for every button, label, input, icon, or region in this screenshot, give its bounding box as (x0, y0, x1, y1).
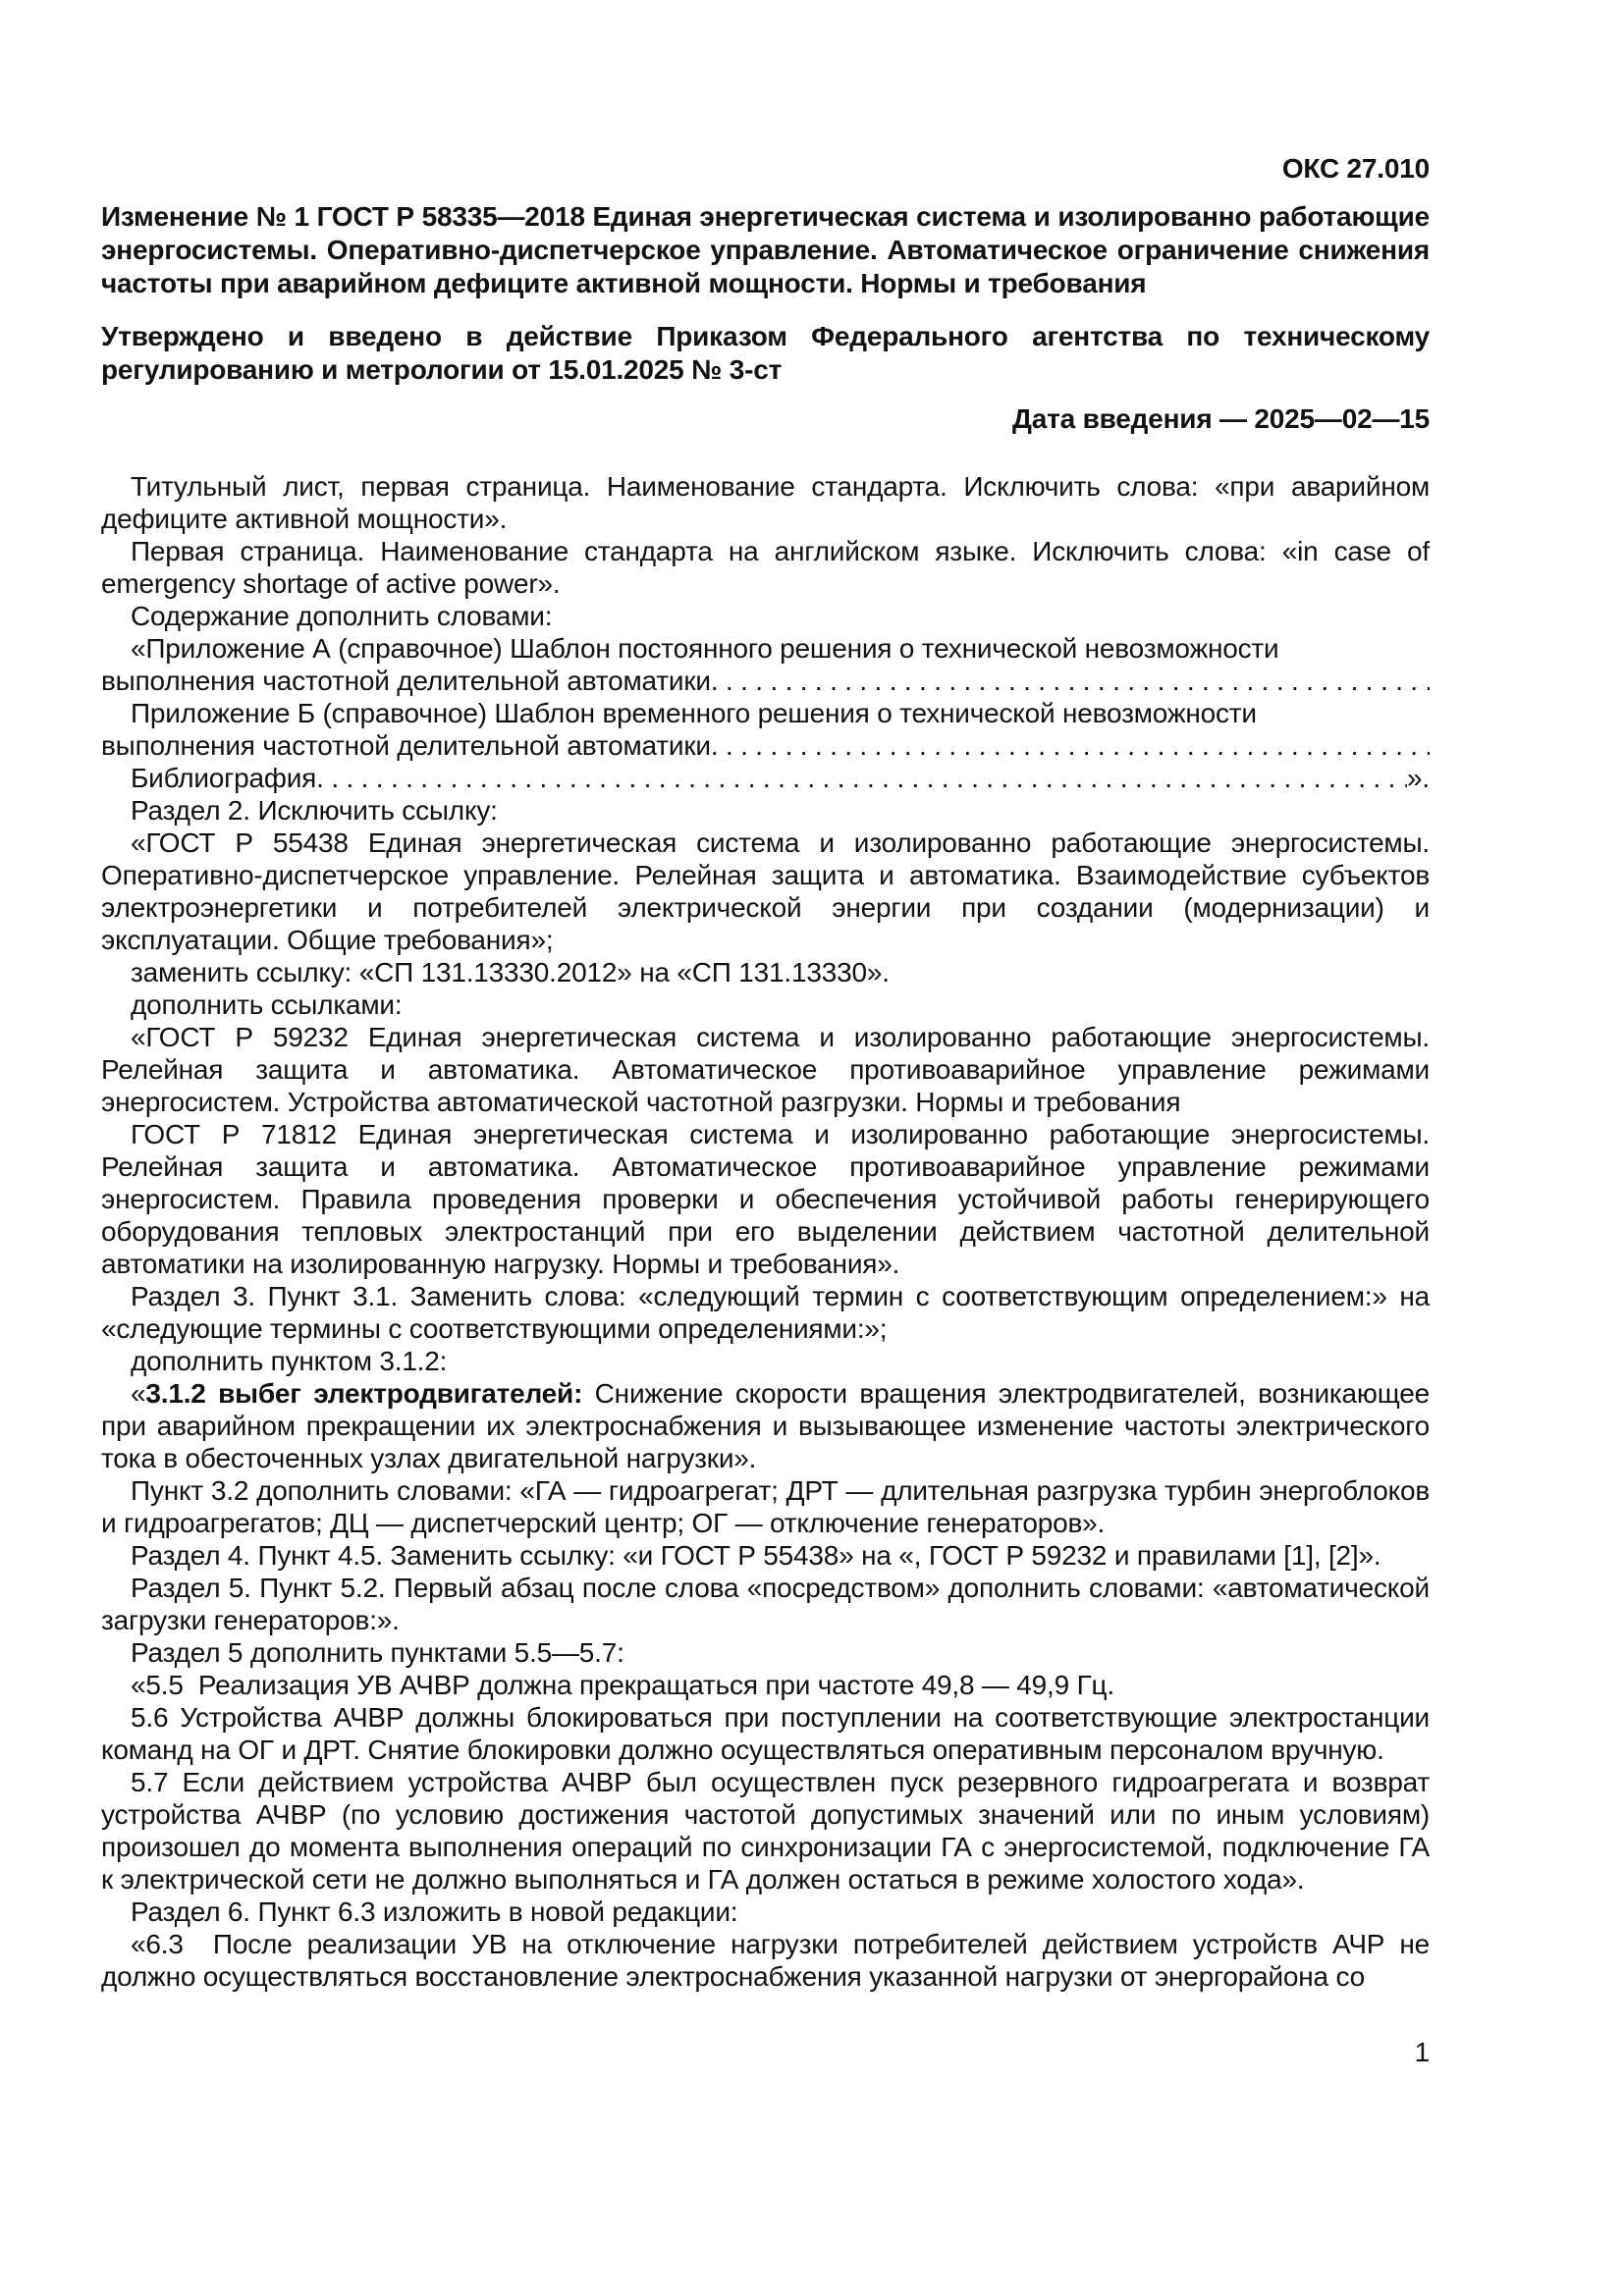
dot-leader (711, 729, 1430, 762)
paragraph: дополнить пунктом 3.1.2: (131, 1346, 448, 1376)
amendment-title: Изменение № 1 ГОСТ Р 58335—2018 Единая энергетическая система и изолированно работающие энергосистемы. Оперативно-диспетчерское управление. Автоматическое ограничение снижения частоты при аварийном дефиците активной мощности. Нормы и требования (101, 201, 1430, 298)
paragraph: Содержание дополнить словами: (131, 601, 553, 631)
paragraph (101, 762, 1430, 794)
paragraph: «5.5 Реализация УВ АЧВР должна прекращаться при частоте 49,8 — 49,9 Гц. (131, 1670, 1114, 1700)
paragraph: «6.3 После реализации УВ на отключение нагрузки потребителей действием устройств АЧР не должно осуществляться восстановление электроснабжения указанной нагрузки от энергорайона со (101, 1929, 1430, 1992)
paragraph: «ГОСТ Р 55438 Единая энергетическая система и изолированно работающие энергосистемы. Оперативно-диспетчерское управление. Релейная защита и автоматика. Взаимодействие субъектов электроэнергетики и потребителей электрической энергии при создании (модернизации) и эксплуатации. Общие требования»; (101, 828, 1430, 955)
paragraph (101, 665, 1430, 697)
paragraph: Раздел 6. Пункт 6.3 изложить в новой редакции: (131, 1896, 738, 1927)
oks-code: ОКС 27.010 (1281, 153, 1430, 184)
paragraph: Пункт 3.2 дополнить словами: «ГА — гидроагрегат; ДРТ — длительная разгрузка турбин энергоблоков и гидроагрегатов; ДЦ — диспетчерский центр; ОГ — отключение генераторов». (101, 1475, 1430, 1538)
paragraph: дополнить ссылками: (131, 989, 403, 1020)
paragraph: Титульный лист, первая страница. Наименование стандарта. Исключить слова: «при аварийном дефиците активной мощности». (101, 471, 1430, 534)
dot-leader (316, 762, 1407, 794)
paragraph: Раздел 5. Пункт 5.2. Первый абзац после слова «посредством» дополнить словами: «автоматической загрузки генераторов:». (101, 1573, 1430, 1635)
dot-leader (711, 665, 1430, 697)
paragraph: заменить ссылку: «СП 131.13330.2012» на «СП 131.13330». (131, 957, 890, 988)
effective-date: Дата введения — 2025—02—15 (1012, 403, 1430, 434)
document-footer (101, 2036, 1430, 2068)
paragraph: Первая страница. Наименование стандарта на английском языке. Исключить слова: «in case of emergency shortage of active power». (101, 536, 1430, 599)
document-header (101, 152, 1430, 435)
leader-tail: ». (1407, 763, 1430, 793)
paragraph-text: Библиография (131, 763, 317, 793)
paragraph: Раздел 2. Исключить ссылку: (131, 795, 498, 826)
paragraph: ГОСТ Р 71812 Единая энергетическая система и изолированно работающие энергосистемы. Релейная защита и автоматика. Автоматическое противоаварийное управление режимами энергосистем. Правила проведения проверки и обеспечения устойчивой работы генерирующего оборудования тепловых электростанций при его выделении действием частотной делительной автоматики на изолированную нагрузку. Нормы и требования». (101, 1119, 1430, 1279)
paragraph-text: выполнения частотной делительной автоматики (101, 730, 711, 761)
paragraph: «ГОСТ Р 59232 Единая энергетическая система и изолированно работающие энергосистемы. Релейная защита и автоматика. Автоматическое противоаварийное управление режимами энергосистем. Устройства автоматической частотной разгрузки. Нормы и требования (101, 1022, 1430, 1117)
paragraph-text: выполнения частотной делительной автоматики (101, 666, 711, 696)
paragraph: Раздел 5 дополнить пунктами 5.5—5.7: (131, 1637, 624, 1668)
paragraph: Раздел 4. Пункт 4.5. Заменить ссылку: «и ГОСТ Р 55438» на «, ГОСТ Р 59232 и правилами [1], [2]». (131, 1540, 1381, 1571)
paragraph: «3.1.2 выбег электродвигателей: Снижение скорости вращения электродвигателей, возникающее при аварийном прекращении их электроснабжения и вызывающее изменение частоты электрического тока в обесточенных узлах двигательной нагрузки». (101, 1378, 1430, 1473)
paragraph: Раздел 3. Пункт 3.1. Заменить слова: «следующий термин с соответствующим определением:» на «следующие термины с соответствующими определениями:»; (101, 1281, 1430, 1344)
paragraph: 5.6 Устройства АЧВР должны блокироваться при поступлении на соответствующие электростанции команд на ОГ и ДРТ. Снятие блокировки должно осуществляться оперативным персоналом вручную. (101, 1702, 1430, 1765)
paragraph: 5.7 Если действием устройства АЧВР был осуществлен пуск резервного гидроагрегата и возврат устройства АЧВР (по условию достижения частотой допустимых значений или по иным условиям) произошел до момента выполнения операций по синхронизации ГА с энергосистемой, подключение ГА к электрической сети не должно выполняться и ГА должен остаться в режиме холостого хода». (101, 1767, 1430, 1895)
page-number: 1 (1414, 2037, 1430, 2067)
document-body (101, 470, 1430, 1993)
paragraph: «Приложение А (справочное) Шаблон постоянного решения о технической невозможности (131, 633, 1279, 664)
paragraph (101, 729, 1430, 762)
paragraph: Приложение Б (справочное) Шаблон временного решения о технической невозможности (131, 698, 1257, 728)
approval-paragraph: Утверждено и введено в действие Приказом Федерального агентства по техническому регулированию и метрологии от 15.01.2025 № 3-ст (101, 321, 1430, 385)
